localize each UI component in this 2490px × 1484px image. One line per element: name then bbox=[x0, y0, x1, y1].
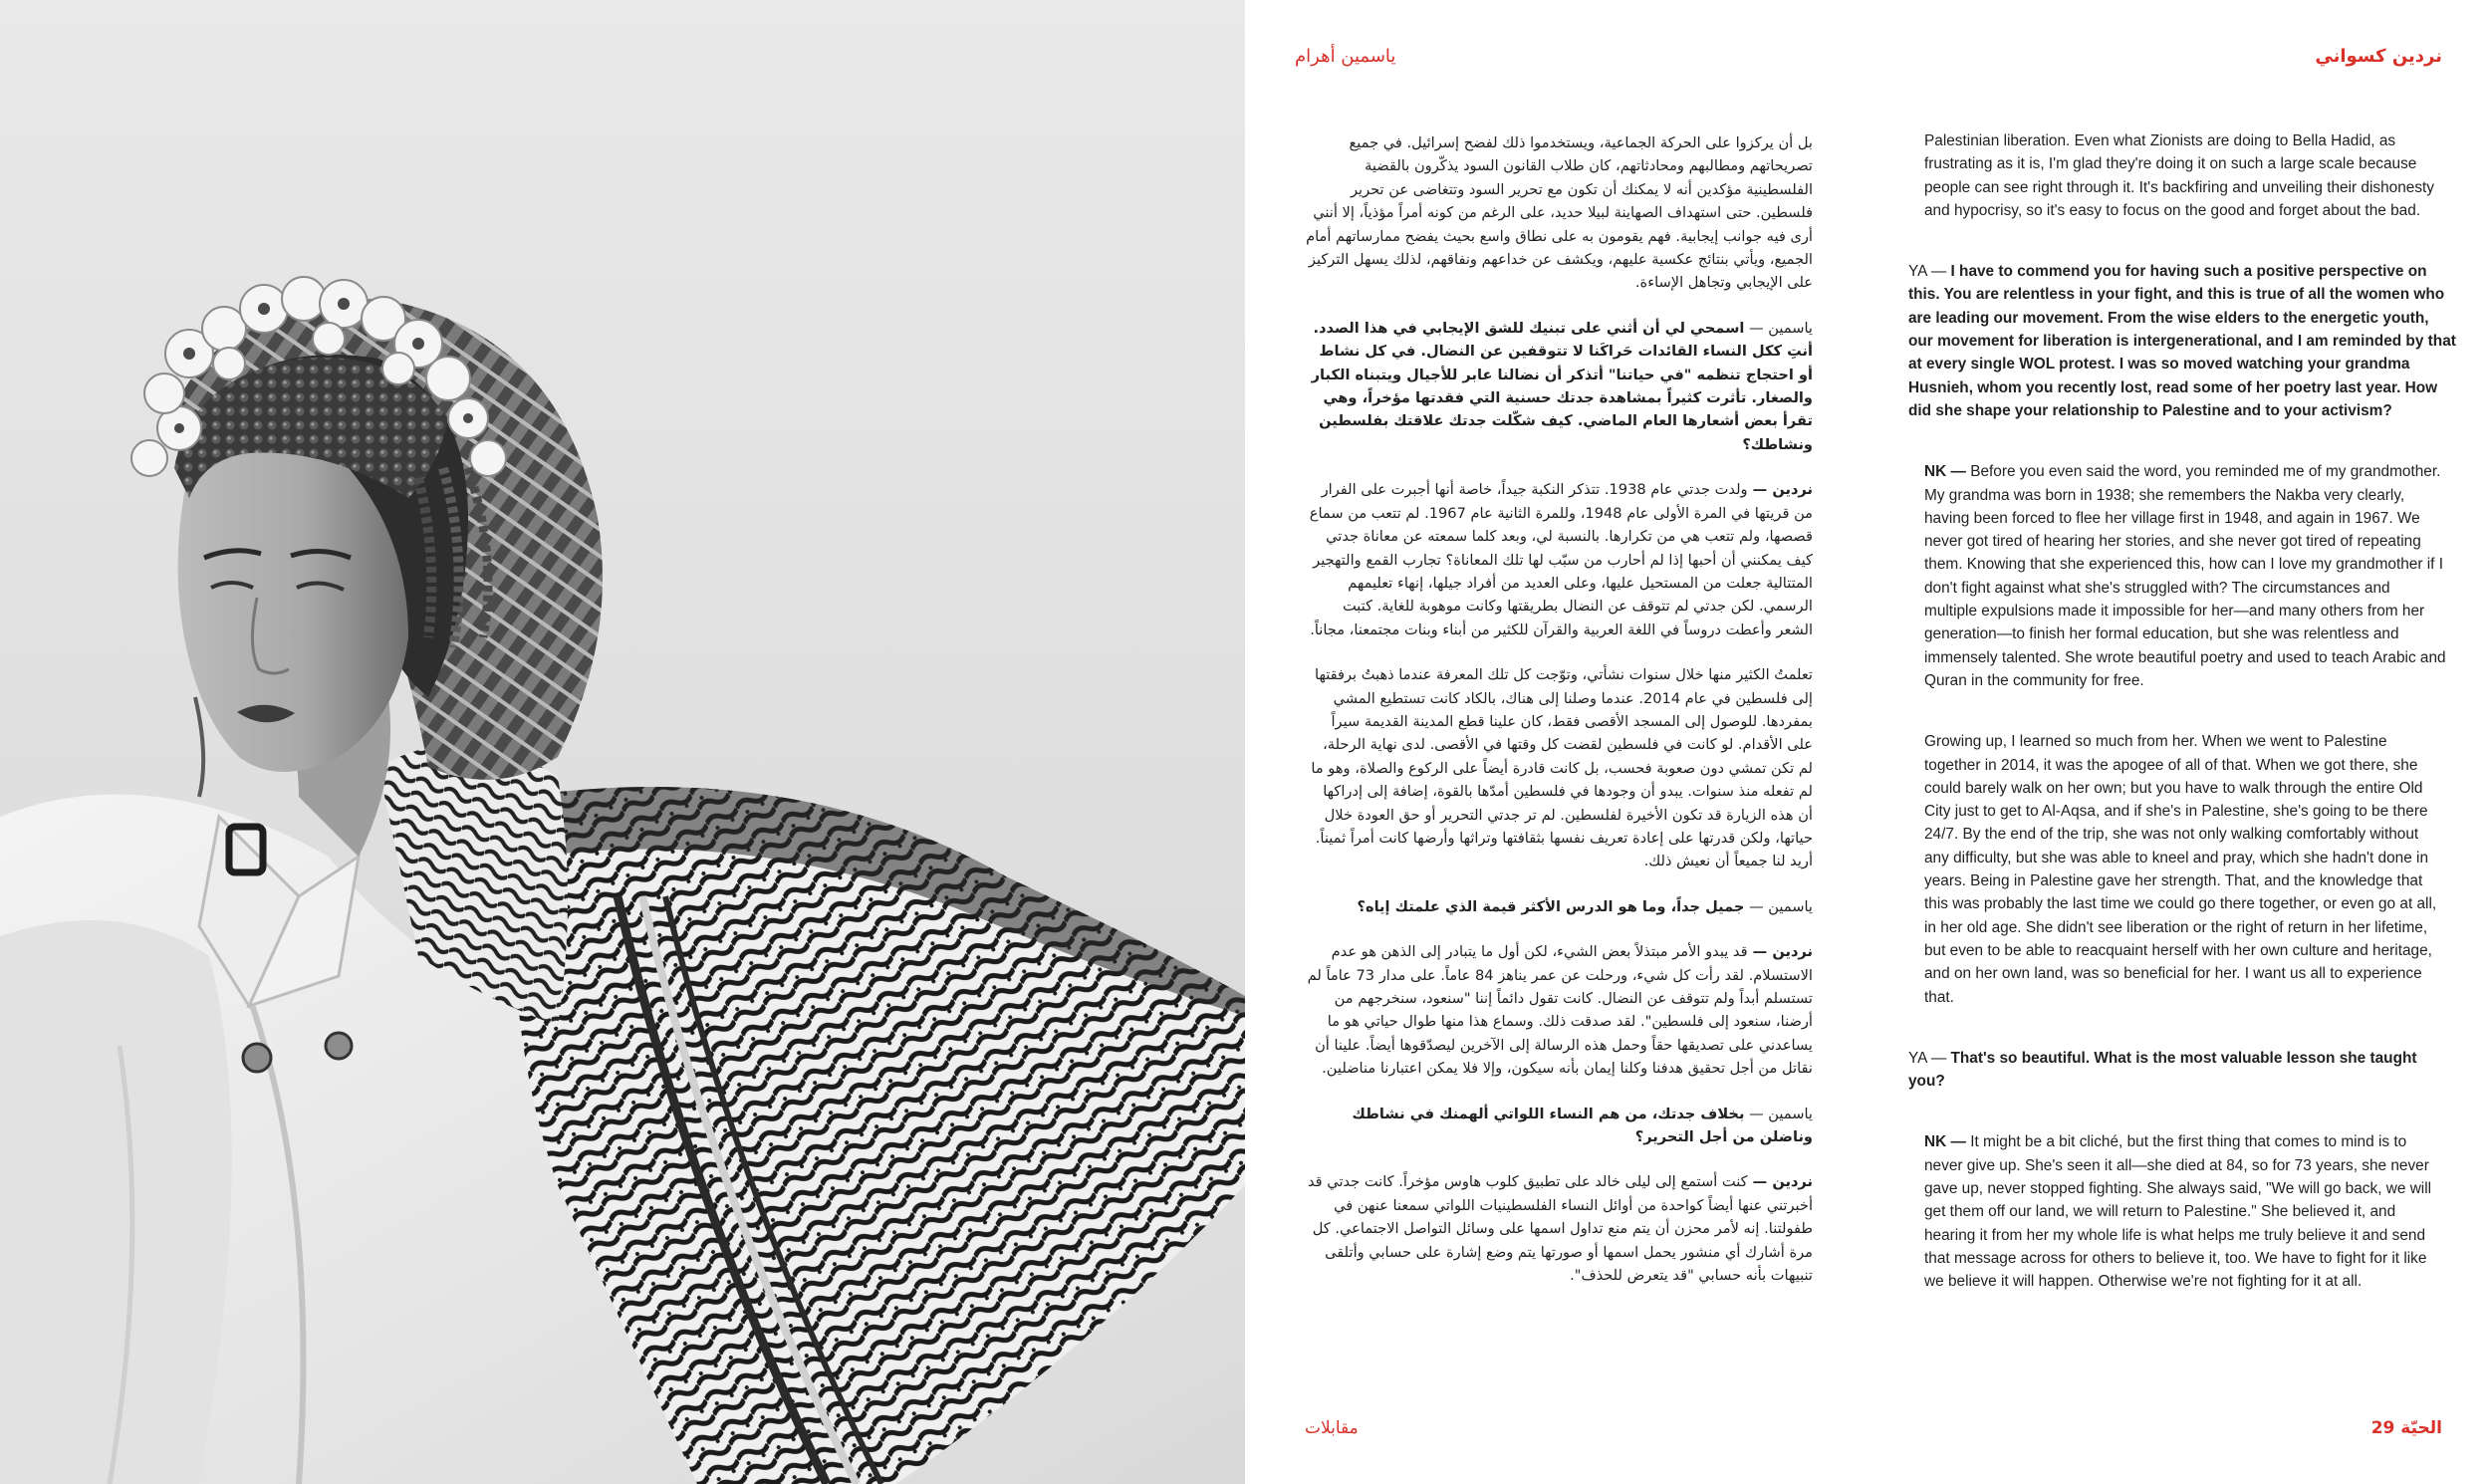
running-head-interviewee: نردين كسواني bbox=[2315, 46, 2442, 67]
arabic-paragraph: بل أن يركزوا على الحركة الجماعية، ويستخدموا ذلك لفضح إسرائيل. في جميع تصريحاتهم ومطالبهم ومحادثاتهم، كان طلاب القانون السود يذكّرون بالقضية الفلسطينية مؤكدين أنه لا يمكنك أن تكون مع تحرير السود وتتغاضى عن تحرير فلسطين. حتى استهداف الصهاينة لبيلا حديد، على الرغم من كونه أمراً مؤذياً، إلا أنني أرى فيه جوانب إيجابية. فهم يقومون به على نطاق واسع بحيث يفضح ممارساتهم أمام الجميع، ويأتي بنتائج عكسية عليهم، ويكشف عن خداعهم ونفاقهم، لذلك يسهل التركيز على الإيجابي وتجاهل الإساءة. bbox=[1306, 134, 1813, 292]
speaker-label: ياسمين — bbox=[1744, 319, 1813, 337]
question-text: بخلاف جدتك، من هم النساء اللواتي ألهمنك في نشاطك وناضلن من أجل التحرير؟ bbox=[1352, 1105, 1813, 1146]
english-question bbox=[1908, 260, 2456, 422]
arabic-answer bbox=[1305, 940, 1813, 1080]
speaker-label: ياسمين — bbox=[1744, 1105, 1813, 1122]
arabic-column bbox=[1305, 131, 1813, 1309]
arabic-answer bbox=[1305, 1170, 1813, 1287]
arabic-paragraph: تعلمتُ الكثير منها خلال سنوات نشأتي، وتوّجت كل تلك المعرفة عندما ذهبتُ برفقتها إلى فلسطين في عام 2014. عندما وصلنا إلى هناك، بالكاد كانت تستطيع المشي بمفردها. للوصول إلى المسجد الأقصى فقط، كان علينا قطع المدينة القديمة سيراً على الأقدام. لو كانت في فلسطين لقضت كل وقتها في الأقصى. لدى نهاية الرحلة، لم تكن تمشي دون صعوبة فحسب، بل كانت قادرة أيضاً على الركوع والصلاة، وهو ما لم تفعله منذ سنوات. يبدو أن وجودها في فلسطين أمدّها بالقوة، إضافة إلى إدراكها أن هذه الزيارة قد تكون الأخيرة لفلسطين. لم تر جدتي التحرير أو حق العودة خلال حياتها، ولكن قدرتها على إعادة تعريف نفسها بثقافتها وتراثها وأرضها كانت أمراً ثميناً. أريد لنا جميعاً أن نعيش ذلك. bbox=[1311, 666, 1813, 870]
english-answer bbox=[1908, 460, 2456, 692]
answer-text: قد يبدو الأمر مبتذلاً بعض الشيء، لكن أول ما يتبادر إلى الذهن هو عدم الاستسلام. لقد رأت كل شيء، ورحلت عن عمر يناهز 84 عاماً. على مدار 73 عاماً لم تستسلم أبداً ولم تتوقف عن النضال. كانت تقول دائماً إننا "سنعود، سنخرجهم من أرضنا، سنعود إلى فلسطين". لقد صدقت ذلك. وسماع هذا منها طوال حياتي هو ما يساعدني على تصديقها حقاً وحمل هذه الرسالة إلى الآخرين ليصدّقوها أيضاً. علينا أن نقاتل من أجل تحقيق هدفنا وكلنا إيمان بأنه سيكون، وإلا فلا يمكن اعتبارنا مناضلين. bbox=[1307, 943, 1813, 1078]
article-page bbox=[1245, 0, 2490, 1484]
english-paragraph: Palestinian liberation. Even what Zionists are doing to Bella Hadid, as frustrating as it is, I'm glad they're doing it on such a large scale because people can see right through it. It's backfiring and unveiling their dishonesty and hypocrisy, so it's easy to focus on the good and forget about the bad. bbox=[1924, 132, 2434, 219]
arabic-question bbox=[1305, 317, 1813, 456]
speaker-label: YA — bbox=[1908, 263, 1951, 281]
speaker-label: ياسمين — bbox=[1744, 897, 1813, 915]
question-text: جميل جداً، وما هو الدرس الأكثر قيمة الذي علمتك إياه؟ bbox=[1357, 897, 1745, 915]
answer-text: كنت أستمع إلى ليلى خالد على تطبيق كلوب هاوس مؤخراً. كانت جدتي قد أخبرتني عنها أيضاً كواحدة من أوائل النساء الفلسطينيات اللواتي سمعنا عنهن في طفولتنا. إنه لأمر محزن أن يتم منع تداول اسمها على وسائل التواصل الاجتماعي. كل مرة أشارك أي منشور يحمل اسمها أو صورتها يتم وضع إشارة على حسابي وأتلقى تنبيهات بأنه حسابي "قد يتعرض للحذف". bbox=[1308, 1173, 1813, 1285]
footer-section: مقابلات bbox=[1305, 1418, 1359, 1438]
english-paragraph: Growing up, I learned so much from her. When we went to Palestine together in 2014, it was the apogee of all of that. When we got there, she could barely walk on her own; but you have to walk through the entire Old City just to get to Al-Aqsa, and if she's in Palestine, she's going to be there 24/7. By the end of the trip, she was not only walking comfortably without any difficulty, but she was able to kneel and pray, which she hadn't done in years. Being in Palestine gave her strength. That, and the knowledge that this was probably the last time we could go there together, or even go at all, in her old age. She didn't see liberation or the right of return in her lifetime, but even to be able to reacquaint herself with her own culture and heritage, and on her own land, was so beneficial for her. I want us all to experience that. bbox=[1924, 733, 2437, 1006]
magazine-name: الحيّة bbox=[2400, 1418, 2442, 1438]
speaker-label: YA — bbox=[1908, 1049, 1951, 1067]
question-text: اسمحي لي أن أثني على تبنيك للشق الإيجابي في هذا الصدد. أنتِ ككل النساء القائدات حَراكَنا لا تتوقفين عن النضال. في كل نشاط أو احتجاج تنظمه "في حياتنا" أتذكر أن نضالنا عابر للأجيال ويتبناه الكبار والصغار. تأثرت كثيراً بمشاهدة جدتك حسنية التي فقدتها مؤخراً، وهي تقرأ بعض أشعارها العام الماضي. كيف شكّلت جدتك علاقتك بفلسطين ونشاطك؟ bbox=[1311, 319, 1813, 453]
arabic-question bbox=[1305, 1103, 1813, 1149]
page-number: 29 bbox=[2370, 1418, 2395, 1438]
answer-text: ولدت جدتي عام 1938. تتذكر النكبة جيداً، خاصة أنها أجبرت على الفرار من قريتها في المرة الأولى عام 1948، وللمرة الثانية عام 1967. لم تتعب من سماع قصصها، ولم تتعب هي من تكرارها. بالنسبة لي، وبعد كلما سمعته عن معاناة جدتي كيف يمكنني أن أحبها إذا لم أحارب من سبّب لها تلك المعاناة؟ تجارب القمع والتهجير المتتالية جعلت من المستحيل عليها، وعلى العديد من أفراد جيلها، إنهاء تعليمهم الرسمي. لكن جدتي لم تتوقف عن النضال بطريقتها وكانت موهوبة للغاية. كتبت الشعر وأعطت دروساً في اللغة العربية والقرآن للكثير من أبناء وبنات مجتمعنا، مجاناً. bbox=[1309, 481, 1813, 638]
english-answer bbox=[1908, 1130, 2456, 1293]
question-text: That's so beautiful. What is the most valuable lesson she taught you? bbox=[1908, 1049, 2417, 1091]
arabic-answer bbox=[1305, 478, 1813, 641]
english-question bbox=[1908, 1047, 2456, 1094]
speaker-label: NK — bbox=[1924, 463, 1971, 481]
question-text: I have to commend you for having such a positive perspective on this. You are relentless in your fight, and this is true of all the women who are leading our movement. From the wise elders to the energetic youth, our movement for liberation is intergenerational, and I am reminded by that at every single WOL protest. I was so moved watching your grandma Husnieh, whom you recently lost, read some of her poetry last year. How did she shape your relationship to Palestine and to your activism? bbox=[1908, 263, 2456, 419]
speaker-label: نردين — bbox=[1747, 943, 1813, 961]
running-head-author: ياسمين أهرام bbox=[1295, 46, 1396, 67]
footer-folio bbox=[2371, 1418, 2442, 1438]
speaker-label: NK — bbox=[1924, 1133, 1971, 1151]
speaker-label: نردين — bbox=[1747, 481, 1813, 499]
answer-text: It might be a bit cliché, but the first thing that comes to mind is to never give up. She's seen it all—she died at 84, so for 73 years, she never gave up, never stopped fighting. She always said, "We will go back, we will get them off our land, we will return to Palestine." She believed it, and hearing it from her my whole life is what helps me truly believe it and send that message across for others to believe it, too. We have to fight for it like we believe it will happen. Otherwise we're not fighting for it at all. bbox=[1924, 1133, 2432, 1291]
arabic-question bbox=[1305, 895, 1813, 918]
speaker-label: نردين — bbox=[1747, 1173, 1813, 1191]
english-column bbox=[1908, 129, 2456, 1331]
answer-text: Before you even said the word, you reminded me of my grandmother. My grandma was born in 1938; she remembers the Nakba very clearly, having been forced to flee her village first in 1948, and again in 1967. We never got tired of hearing her stories, and she never got tired of repeating them. Knowing that she experienced this, how can I love my grandmother if I don't fight against what she's struggled with? The circumstances and multiple expulsions made it impossible for her—and many others from her generation—to finish her formal education, but she was relentless and immensely talented. She wrote beautiful poetry and used to teach Arabic and Quran in the community for free. bbox=[1924, 463, 2446, 689]
